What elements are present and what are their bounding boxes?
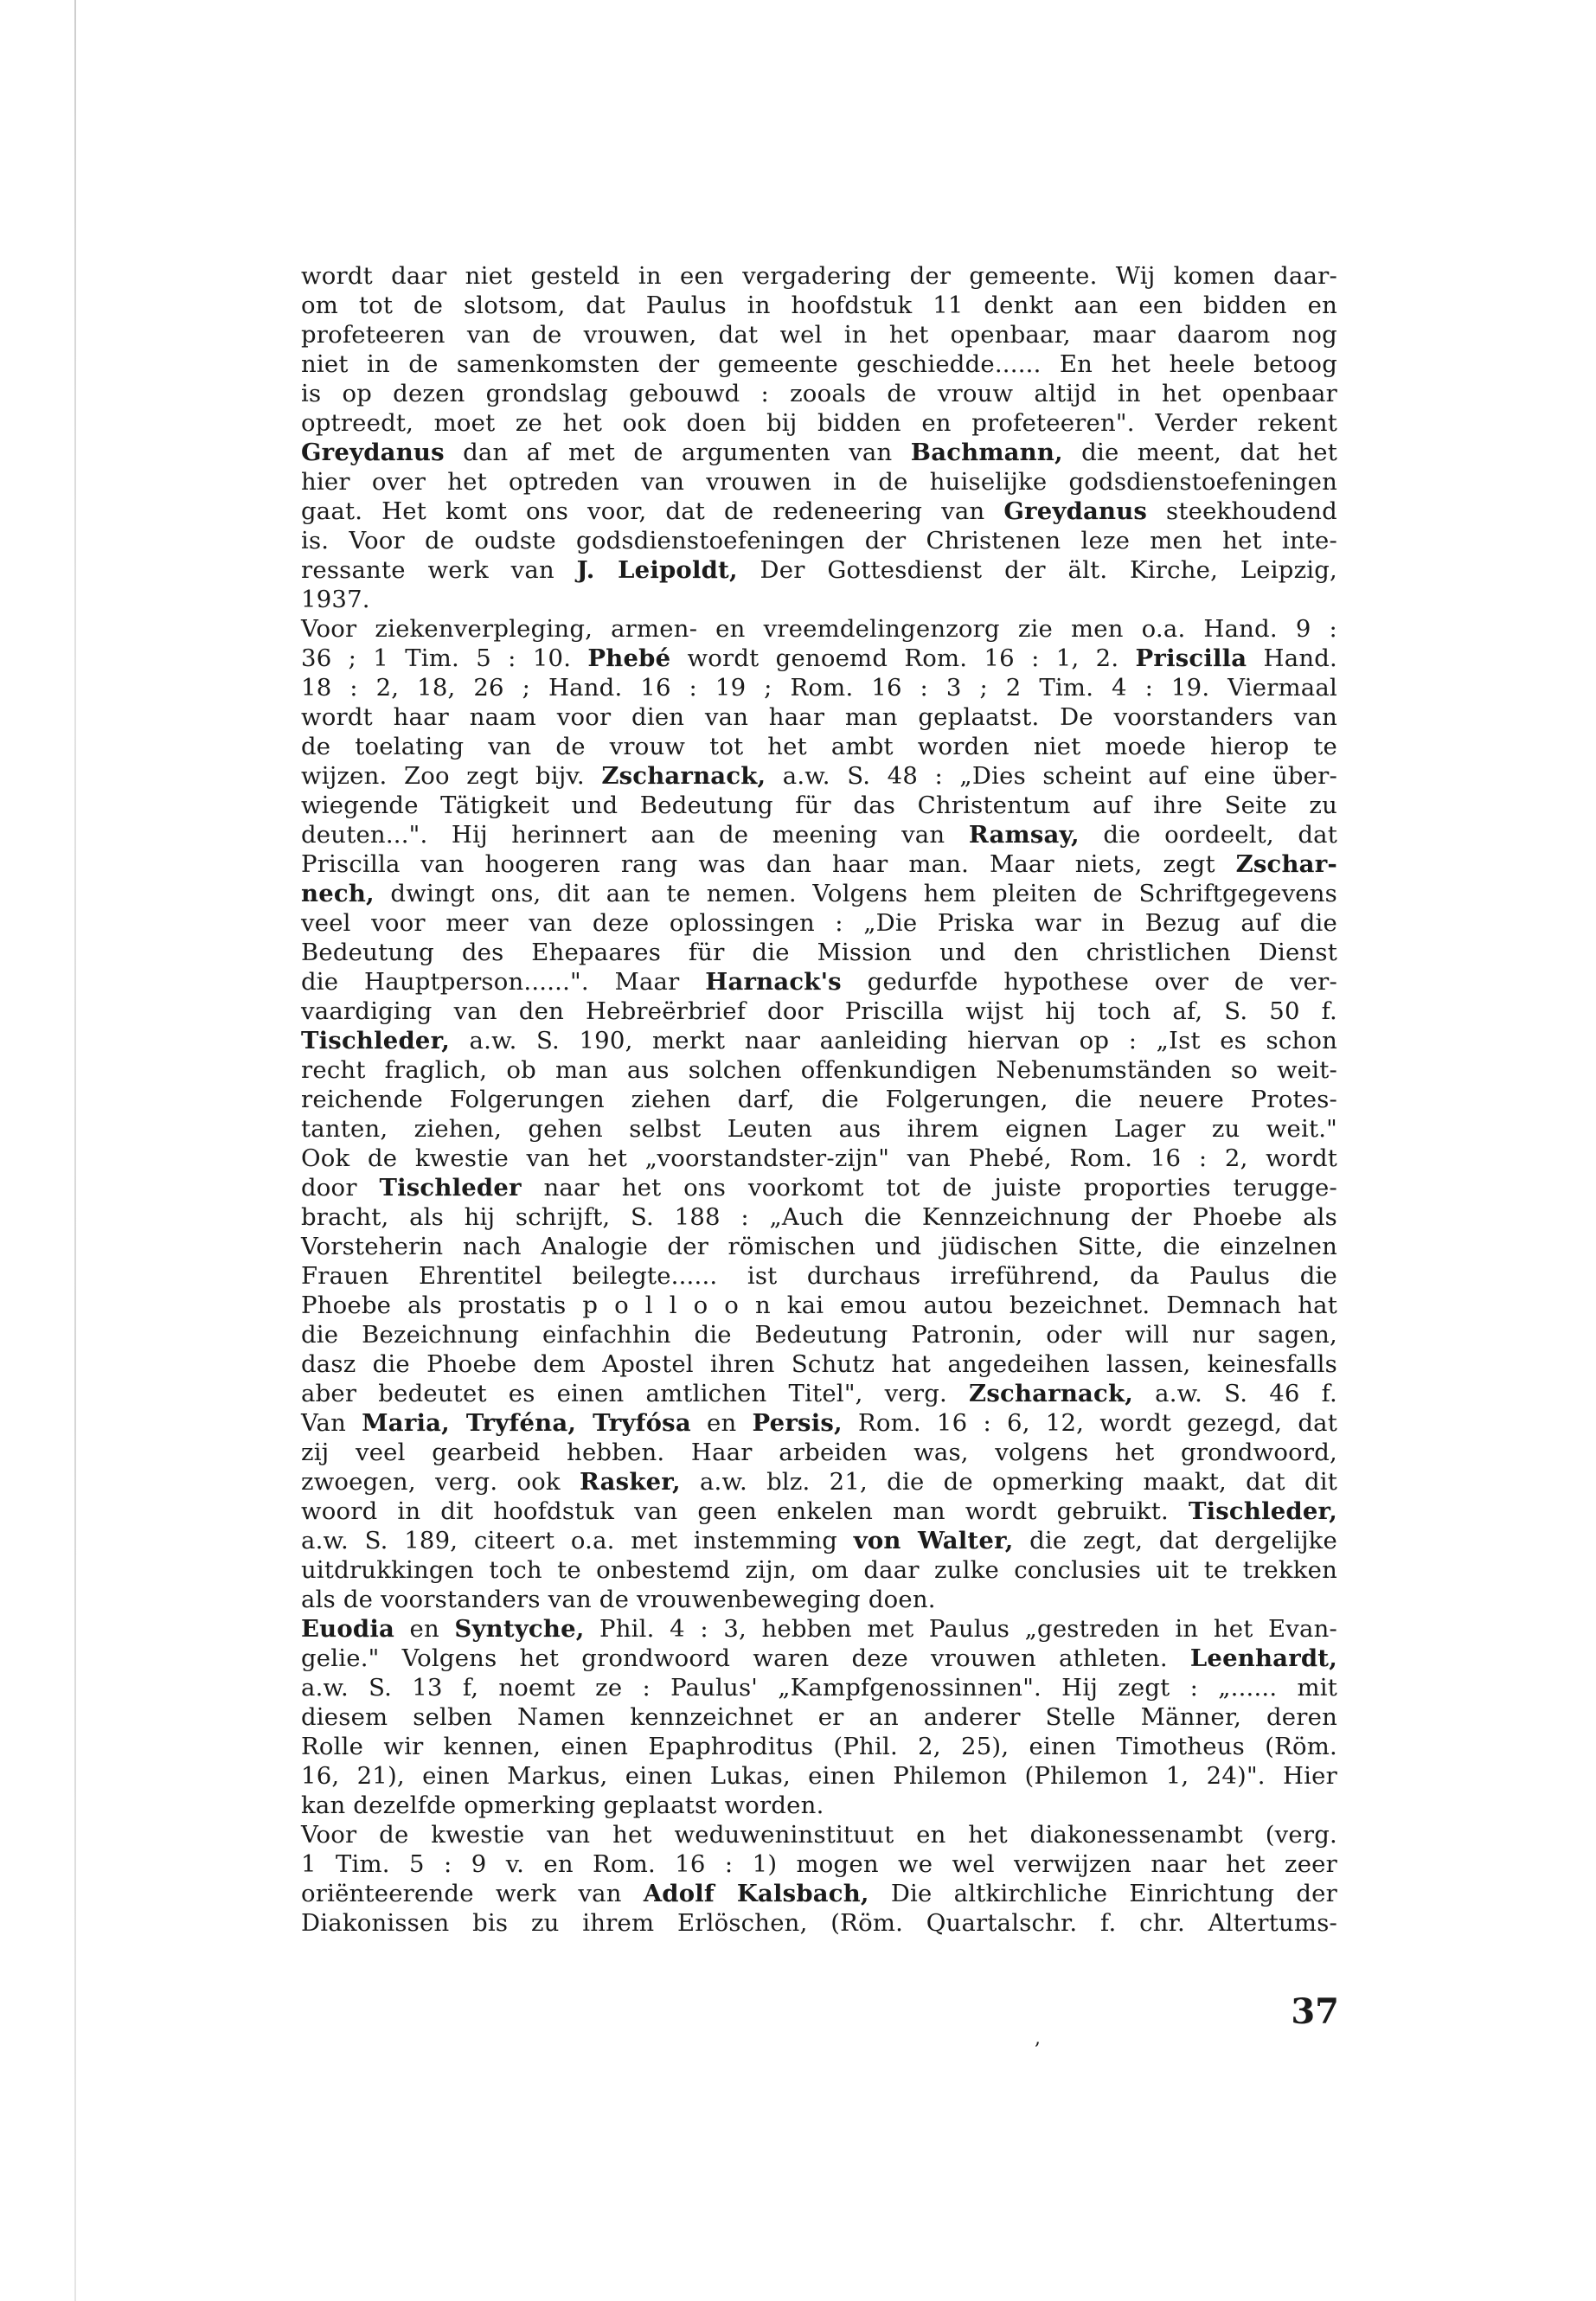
text-segment: Van (301, 1409, 362, 1437)
text-line (301, 1467, 1337, 1497)
text-segment: zij veel gearbeid hebben. Haar arbeiden was, volgens het grondwoord, (301, 1439, 1337, 1466)
text-line (301, 1173, 1337, 1202)
text-line (301, 967, 1337, 997)
text-line (301, 849, 1337, 879)
text-segment: gaat. Het komt ons voor, dat de redeneering van (301, 497, 1004, 525)
text-line (301, 1085, 1337, 1114)
bold-name: Zschar- (1235, 850, 1337, 878)
text-segment: bracht, als hij schrijft, S. 188 : „Auch die Kennzeichnung der Phoebe als (301, 1203, 1337, 1231)
text-line (301, 526, 1337, 555)
text-line (301, 1673, 1337, 1702)
text-line (301, 673, 1337, 702)
bold-name: J. Leipoldt, (576, 556, 738, 584)
text-line (301, 261, 1337, 291)
text-line (301, 1055, 1337, 1085)
text-segment: Hand. (1247, 644, 1337, 672)
text-segment: woord in dit hoofdstuk van geen enkelen man wordt gebruikt. (301, 1497, 1189, 1525)
text-line (301, 467, 1337, 497)
bold-name: Phebé (587, 644, 671, 672)
text-segment: a.w. S. 13 f, noemt ze : Paulus' „Kampfgenossinnen". Hij zegt : „...... mit (301, 1674, 1337, 1702)
text-segment: zwoegen, verg. ook (301, 1468, 580, 1496)
text-line (301, 1144, 1337, 1173)
text-line (301, 1585, 1337, 1614)
bold-name: Greydanus (301, 439, 445, 466)
text-line (301, 1820, 1337, 1849)
text-line (301, 1320, 1337, 1349)
text-line (301, 614, 1337, 644)
text-line (301, 1702, 1337, 1732)
text-segment: gedurfde hypothese over de ver- (841, 968, 1337, 996)
text-segment: de toelating van de vrouw tot het ambt worden niet moede hierop te (301, 733, 1337, 760)
text-segment: a.w. blz. 21, die de opmerking maakt, dat dit (680, 1468, 1337, 1496)
stray-mark: , (1035, 2028, 1041, 2049)
bold-name: Tischleder, (301, 1027, 451, 1054)
text-line (301, 702, 1337, 732)
text-line (301, 291, 1337, 320)
text-segment: 36 ; 1 Tim. 5 : 10. (301, 644, 588, 672)
text-line (301, 1879, 1337, 1908)
text-segment: reichende Folgerungen ziehen darf, die Folgerungen, die neuere Protes- (301, 1086, 1337, 1113)
text-line (301, 1202, 1337, 1232)
text-segment: die oordeelt, dat (1079, 821, 1338, 849)
text-line (301, 1261, 1337, 1291)
text-segment: Rolle wir kennen, einen Epaphroditus (Phil. 2, 25), einen Timotheus (Röm. (301, 1733, 1337, 1760)
scan-margin-line (74, 0, 76, 2301)
text-segment: dwingt ons, dit aan te nemen. Volgens hem pleiten de Schriftgegevens (374, 880, 1337, 907)
bold-name: Harnack's (705, 968, 842, 996)
text-segment: Der Gottesdienst der ält. Kirche, Leipzig, (737, 556, 1337, 584)
text-line (301, 997, 1337, 1026)
text-segment: 18 : 2, 18, 26 ; Hand. 16 : 19 ; Rom. 16 : 3 ; 2 Tim. 4 : 19. Viermaal (301, 674, 1337, 702)
text-segment: wordt haar naam voor dien van haar man geplaatst. De voorstanders van (301, 703, 1337, 731)
text-segment: Rom. 16 : 6, 12, wordt gezegd, dat (842, 1409, 1337, 1437)
text-segment: wordt genoemd Rom. 16 : 1, 2. (670, 644, 1136, 672)
text-line (301, 1232, 1337, 1261)
bold-name: Greydanus (1003, 497, 1148, 525)
text-line (301, 585, 1337, 614)
text-line (301, 1614, 1337, 1644)
page-number: 37 (1291, 1991, 1339, 2032)
text-segment: uitdrukkingen toch te onbestemd zijn, om daar zulke conclusies uit te trekken (301, 1556, 1337, 1584)
text-segment: recht fraglich, ob man aus solchen offenkundigen Nebenumständen so weit- (301, 1056, 1337, 1084)
bold-name: Tischleder (379, 1174, 522, 1202)
bold-name: Zscharnack, (969, 1380, 1134, 1407)
text-segment: die Bezeichnung einfachhin die Bedeutung Patronin, oder will nur sagen, (301, 1321, 1337, 1349)
text-line (301, 1526, 1337, 1555)
text-line (301, 320, 1337, 349)
text-segment: en (690, 1409, 753, 1437)
text-segment: hier over het optreden van vrouwen in de huiselijke godsdienstoefeningen (301, 468, 1337, 496)
text-segment: die Hauptperson......". Maar (301, 968, 706, 996)
text-segment: diesem selben Namen kennzeichnet er an anderer Stelle Männer, deren (301, 1703, 1337, 1731)
text-line (301, 1408, 1337, 1438)
text-segment: om tot de slotsom, dat Paulus in hoofdstuk 11 denkt aan een bidden en (301, 292, 1337, 319)
text-segment: oriënteerende werk van (301, 1880, 644, 1907)
bold-name: Ramsay, (968, 821, 1080, 849)
bold-name: nech, (301, 880, 375, 907)
text-segment: Diakonissen bis zu ihrem Erlöschen, (Röm. Quartalschr. f. chr. Altertums- (301, 1909, 1337, 1937)
text-segment: als de voorstanders van de vrouwenbeweging doen. (301, 1586, 936, 1613)
text-line (301, 1761, 1337, 1791)
text-segment: tanten, ziehen, gehen selbst Leuten aus ihrem eignen Lager zu weit." (301, 1115, 1337, 1143)
body-text (301, 261, 1337, 1938)
text-segment: a.w. S. 48 : „Dies scheint auf eine über- (766, 762, 1337, 790)
text-line (301, 879, 1337, 908)
text-line (301, 732, 1337, 761)
text-segment: Frauen Ehrentitel beilegte...... ist durchaus irreführend, da Paulus die (301, 1262, 1337, 1290)
text-segment: is. Voor de oudste godsdienstoefeningen der Christenen leze men het inte- (301, 527, 1337, 554)
text-line (301, 1114, 1337, 1144)
text-segment: Die altkirchliche Einrichtung der (869, 1880, 1337, 1907)
text-line (301, 1379, 1337, 1408)
text-segment: vaardiging van den Hebreërbrief door Priscilla wijst hij toch af, S. 50 f. (301, 997, 1337, 1025)
bold-name: Adolf Kalsbach, (643, 1880, 869, 1907)
text-line (301, 761, 1337, 791)
text-segment: kan dezelfde opmerking geplaatst worden. (301, 1791, 824, 1819)
text-line (301, 1349, 1337, 1379)
bold-name: Tischleder, (1188, 1497, 1337, 1525)
bold-name: Rasker, (579, 1468, 681, 1496)
text-line (301, 1026, 1337, 1055)
text-segment: deuten...". Hij herinnert aan de meening van (301, 821, 969, 849)
bold-name: von Walter, (853, 1527, 1014, 1554)
text-line (301, 1438, 1337, 1467)
text-segment: Phoebe als prostatis p o l l o o n kai emou autou bezeichnet. Demnach hat (301, 1292, 1337, 1319)
text-segment: 1 Tim. 5 : 9 v. en Rom. 16 : 1) mogen we wel verwijzen naar het zeer (301, 1850, 1337, 1878)
text-segment: die zegt, dat dergelijke (1013, 1527, 1338, 1554)
text-segment: gelie." Volgens het grondwoord waren deze vrouwen athleten. (301, 1644, 1190, 1672)
text-segment: aber bedeutet es einen amtlichen Titel", verg. (301, 1380, 970, 1407)
text-segment: Vorsteherin nach Analogie der römischen und jüdischen Sitte, die einzelnen (301, 1233, 1337, 1260)
text-segment: wordt daar niet gesteld in een vergadering der gemeente. Wij komen daar- (301, 262, 1337, 290)
text-line (301, 497, 1337, 526)
text-segment: 1937. (301, 586, 370, 613)
text-line (301, 1555, 1337, 1585)
text-segment: Bedeutung des Ehepaares für die Mission und den christlichen Dienst (301, 939, 1337, 966)
text-segment: steekhoudend (1147, 497, 1337, 525)
text-segment: dasz die Phoebe dem Apostel ihren Schutz hat angedeihen lassen, keinesfalls (301, 1350, 1337, 1378)
text-segment: Voor ziekenverpleging, armen- en vreemdelingenzorg zie men o.a. Hand. 9 : (301, 615, 1337, 643)
text-line (301, 1849, 1337, 1879)
text-segment: ressante werk van (301, 556, 577, 584)
text-line (301, 908, 1337, 938)
text-segment: a.w. S. 190, merkt naar aanleiding hiervan op : „Ist es schon (450, 1027, 1337, 1054)
bold-name: Persis, (752, 1409, 843, 1437)
text-segment: optreedt, moet ze het ook doen bij bidden en profeteeren". Verder rekent (301, 409, 1337, 437)
text-line (301, 1732, 1337, 1761)
bold-name: Syntyche, (454, 1615, 585, 1643)
text-segment: Voor de kwestie van het weduweninstituut en het diakonessenambt (verg. (301, 1821, 1337, 1849)
text-line (301, 408, 1337, 438)
text-segment: wiegende Tätigkeit und Bedeutung für das Christentum auf ihre Seite zu (301, 792, 1337, 819)
bold-name: Leenhardt, (1189, 1644, 1337, 1672)
bold-name: Euodia (301, 1615, 394, 1643)
text-line (301, 379, 1337, 408)
text-line (301, 438, 1337, 467)
text-segment: wijzen. Zoo zegt bijv. (301, 762, 602, 790)
text-segment: a.w. S. 46 f. (1133, 1380, 1337, 1407)
text-line (301, 644, 1337, 673)
text-line (301, 1791, 1337, 1820)
text-segment: profeteeren van de vrouwen, dat wel in het openbaar, maar daarom nog (301, 321, 1337, 349)
bold-name: Bachmann, (910, 439, 1063, 466)
text-line (301, 1291, 1337, 1320)
text-segment: door (301, 1174, 380, 1202)
bold-name: Priscilla (1135, 644, 1247, 672)
text-segment: naar het ons voorkomt tot de juiste proporties terugge- (521, 1174, 1338, 1202)
text-line (301, 1908, 1337, 1938)
text-segment: en (394, 1615, 455, 1643)
text-line (301, 349, 1337, 379)
text-line (301, 1497, 1337, 1526)
text-segment: Ook de kwestie van het „voorstandster-zijn" van Phebé, Rom. 16 : 2, wordt (301, 1144, 1337, 1172)
text-segment: die meent, dat het (1062, 439, 1337, 466)
text-segment: is op dezen grondslag gebouwd : zooals de vrouw altijd in het openbaar (301, 380, 1337, 407)
text-segment: Phil. 4 : 3, hebben met Paulus „gestreden in het Evan- (584, 1615, 1337, 1643)
bold-name: Zscharnack, (601, 762, 766, 790)
text-segment: 16, 21), einen Markus, einen Lukas, einen Philemon (Philemon 1, 24)". Hier (301, 1762, 1337, 1790)
bold-name: Maria, Tryféna, Tryfósa (362, 1409, 691, 1437)
text-segment: dan af met de argumenten van (444, 439, 911, 466)
text-segment: a.w. S. 189, citeert o.a. met instemming (301, 1527, 854, 1554)
text-segment: niet in de samenkomsten der gemeente geschiedde...... En het heele betoog (301, 350, 1337, 378)
text-segment: Priscilla van hoogeren rang was dan haar man. Maar niets, zegt (301, 850, 1236, 878)
text-segment: veel voor meer van deze oplossingen : „Die Priska war in Bezug auf die (301, 909, 1337, 937)
text-line (301, 938, 1337, 967)
text-line (301, 1644, 1337, 1673)
text-line (301, 820, 1337, 849)
text-line (301, 555, 1337, 585)
text-line (301, 791, 1337, 820)
